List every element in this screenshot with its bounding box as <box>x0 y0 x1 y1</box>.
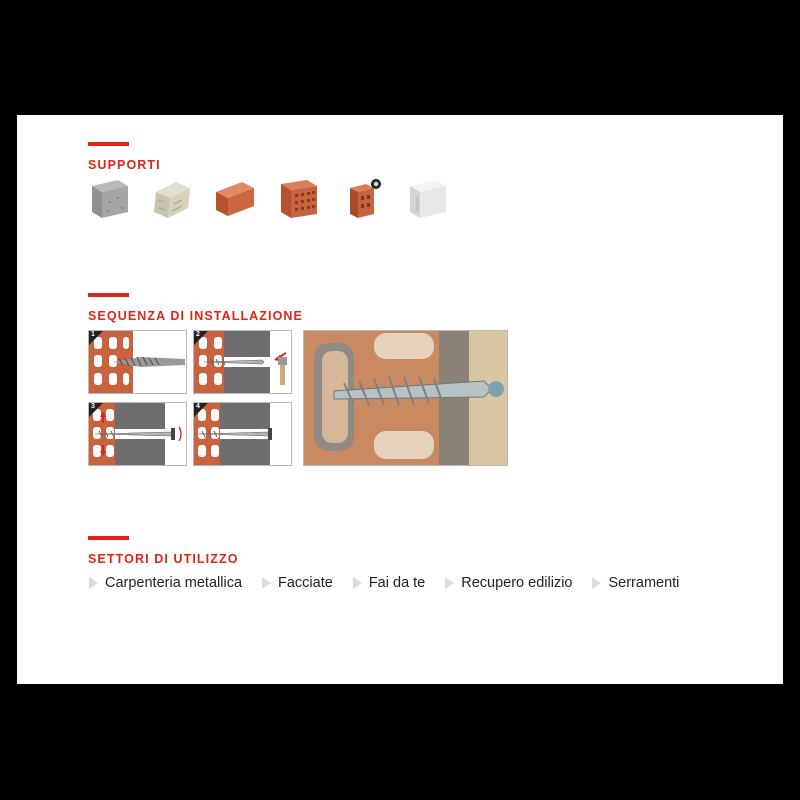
svg-text:✱: ✱ <box>373 180 379 189</box>
step-number: 1 <box>91 331 95 338</box>
sector-label: Facciate <box>278 575 333 591</box>
installed-anchor-photo <box>303 330 508 466</box>
solid-brick-icon <box>214 178 256 220</box>
section-accent-bar <box>88 536 129 540</box>
content-card <box>17 115 783 684</box>
installation-step-4 <box>193 402 292 466</box>
sector-label: Recupero edilizio <box>461 575 573 591</box>
installation-step-1 <box>88 330 187 394</box>
sector-label: Carpenteria metallica <box>105 575 243 591</box>
step-number: 4 <box>196 403 200 410</box>
sector-item <box>262 575 333 591</box>
bullet-triangle-icon <box>445 577 454 589</box>
step-number: 2 <box>196 331 200 338</box>
step-number: 3 <box>91 403 95 410</box>
aerated-concrete-block-icon <box>406 178 448 220</box>
perforated-brick-icon <box>277 178 319 220</box>
supports-list <box>88 178 488 220</box>
sector-item <box>592 575 679 591</box>
sector-item <box>353 575 425 591</box>
supports-section <box>88 142 161 172</box>
stone-block-icon <box>150 178 192 220</box>
concrete-block-icon <box>88 178 130 220</box>
bullet-triangle-icon <box>592 577 601 589</box>
sectors-section <box>88 536 239 566</box>
installation-step-3 <box>88 402 187 466</box>
sector-item <box>89 575 242 591</box>
installation-section <box>88 293 303 323</box>
installation-sequence <box>88 330 508 466</box>
bullet-triangle-icon <box>353 577 362 589</box>
section-accent-bar <box>88 142 129 146</box>
sector-item <box>445 575 572 591</box>
sector-label: Fai da te <box>368 575 426 591</box>
sector-label: Serramenti <box>608 575 680 591</box>
section-title-sectors: SETTORI DI UTILIZZO <box>88 552 239 566</box>
section-accent-bar <box>88 293 129 297</box>
sectors-list <box>89 575 699 591</box>
section-title-installation: SEQUENZA DI INSTALLAZIONE <box>88 309 303 323</box>
hollow-brick-icon <box>342 178 384 220</box>
bullet-triangle-icon <box>262 577 271 589</box>
bullet-triangle-icon <box>89 577 98 589</box>
section-title-supports: SUPPORTI <box>88 158 161 172</box>
installation-step-2 <box>193 330 292 394</box>
